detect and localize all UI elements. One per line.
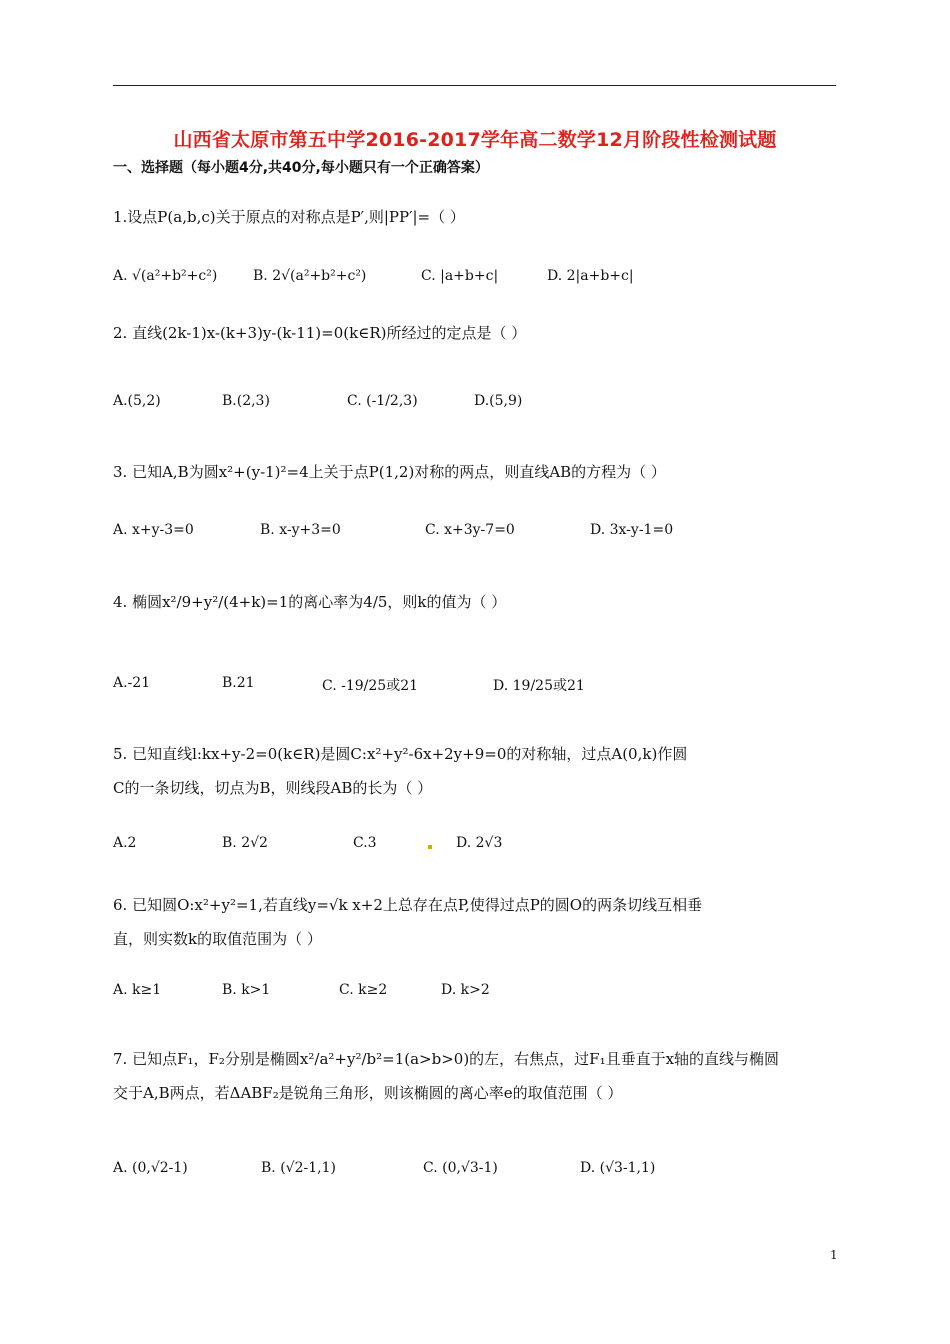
question-7	[113, 1048, 837, 1104]
question-5-options	[113, 835, 837, 865]
question-5-line-1: 5. 已知直线l:kx+y-2=0(k∈R)是圆C:x²+y²-6x+2y+9=0的对称轴，过点A(0,k)作圆	[113, 745, 688, 763]
option-c: C.3	[353, 835, 377, 851]
question-5-line-2: C的一条切线，切点为B，则线段AB的长为（ ）	[113, 779, 433, 797]
question-7-line-2: 交于A,B两点，若ΔABF₂是锐角三角形，则该椭圆的离心率e的取值范围（ ）	[113, 1084, 623, 1102]
option-b: B.(2,3)	[222, 393, 270, 409]
option-d: D. k>2	[441, 982, 490, 998]
question-3: 3. 已知A,B为圆x²+(y-1)²=4上关于点P(1,2)对称的两点，则直线AB的方程为（ ）	[113, 463, 666, 481]
option-b: B. (√2-1,1)	[261, 1160, 336, 1176]
option-a: A. (0,√2-1)	[113, 1160, 188, 1176]
question-4-options	[113, 675, 837, 705]
section-heading: 一、选择题（每小题4分,共40分,每小题只有一个正确答案）	[113, 160, 489, 176]
question-1: 1.设点P(a,b,c)关于原点的对称点是P′,则|PP′|=（ ）	[113, 208, 465, 226]
question-7-options	[113, 1160, 837, 1190]
option-c: C. |a+b+c|	[421, 268, 499, 284]
question-6-options	[113, 982, 837, 1012]
question-4: 4. 椭圆x²/9+y²/(4+k)=1的离心率为4/5，则k的值为（ ）	[113, 593, 507, 611]
option-b: B. 2√2	[222, 835, 268, 851]
option-a: A.(5,2)	[113, 393, 161, 409]
option-c: C. (0,√3-1)	[423, 1160, 498, 1176]
question-3-options	[113, 522, 837, 552]
option-b: B. 2√(a²+b²+c²)	[253, 268, 367, 284]
question-7-line-1: 7. 已知点F₁，F₂分别是椭圆x²/a²+y²/b²=1(a>b>0)的左，右焦点，过F₁且垂直于x轴的直线与椭圆	[113, 1050, 780, 1068]
option-d: D. 19/25或21	[493, 678, 585, 694]
option-d: D. 2√3	[456, 835, 503, 851]
option-c: C. -19/25或21	[322, 678, 419, 694]
question-6-line-2: 直，则实数k的取值范围为（ ）	[113, 930, 322, 948]
question-2-options	[113, 393, 837, 423]
option-b: B. x-y+3=0	[260, 522, 341, 538]
question-6-line-1: 6. 已知圆O:x²+y²=1,若直线y=√k x+2上总存在点P,使得过点P的圆O的两条切线互相垂	[113, 896, 703, 914]
option-c: C. k≥2	[339, 982, 388, 998]
page-title: 山西省太原市第五中学2016-2017学年高二数学12月阶段性检测试题	[173, 129, 777, 151]
option-c: C. x+3y-7=0	[425, 522, 515, 538]
option-a: A. k≥1	[113, 982, 162, 998]
option-a: A.2	[113, 835, 137, 851]
stray-mark	[428, 845, 432, 849]
option-a: A. √(a²+b²+c²)	[113, 268, 218, 284]
option-a: A.-21	[113, 675, 151, 691]
option-c: C. (-1/2,3)	[347, 393, 418, 409]
option-b: B. k>1	[222, 982, 271, 998]
option-d: D.(5,9)	[474, 393, 523, 409]
question-6	[113, 894, 837, 950]
option-d: D. (√3-1,1)	[580, 1160, 656, 1176]
option-b: B.21	[222, 675, 255, 691]
option-a: A. x+y-3=0	[113, 522, 194, 538]
question-5	[113, 743, 837, 799]
question-2: 2. 直线(2k-1)x-(k+3)y-(k-11)=0(k∈R)所经过的定点是（ ）	[113, 324, 527, 342]
option-d: D. 2|a+b+c|	[547, 268, 634, 284]
page-number: 1	[830, 1248, 838, 1262]
option-d: D. 3x-y-1=0	[590, 522, 674, 538]
header-rule	[113, 85, 836, 86]
question-1-options	[113, 268, 837, 298]
